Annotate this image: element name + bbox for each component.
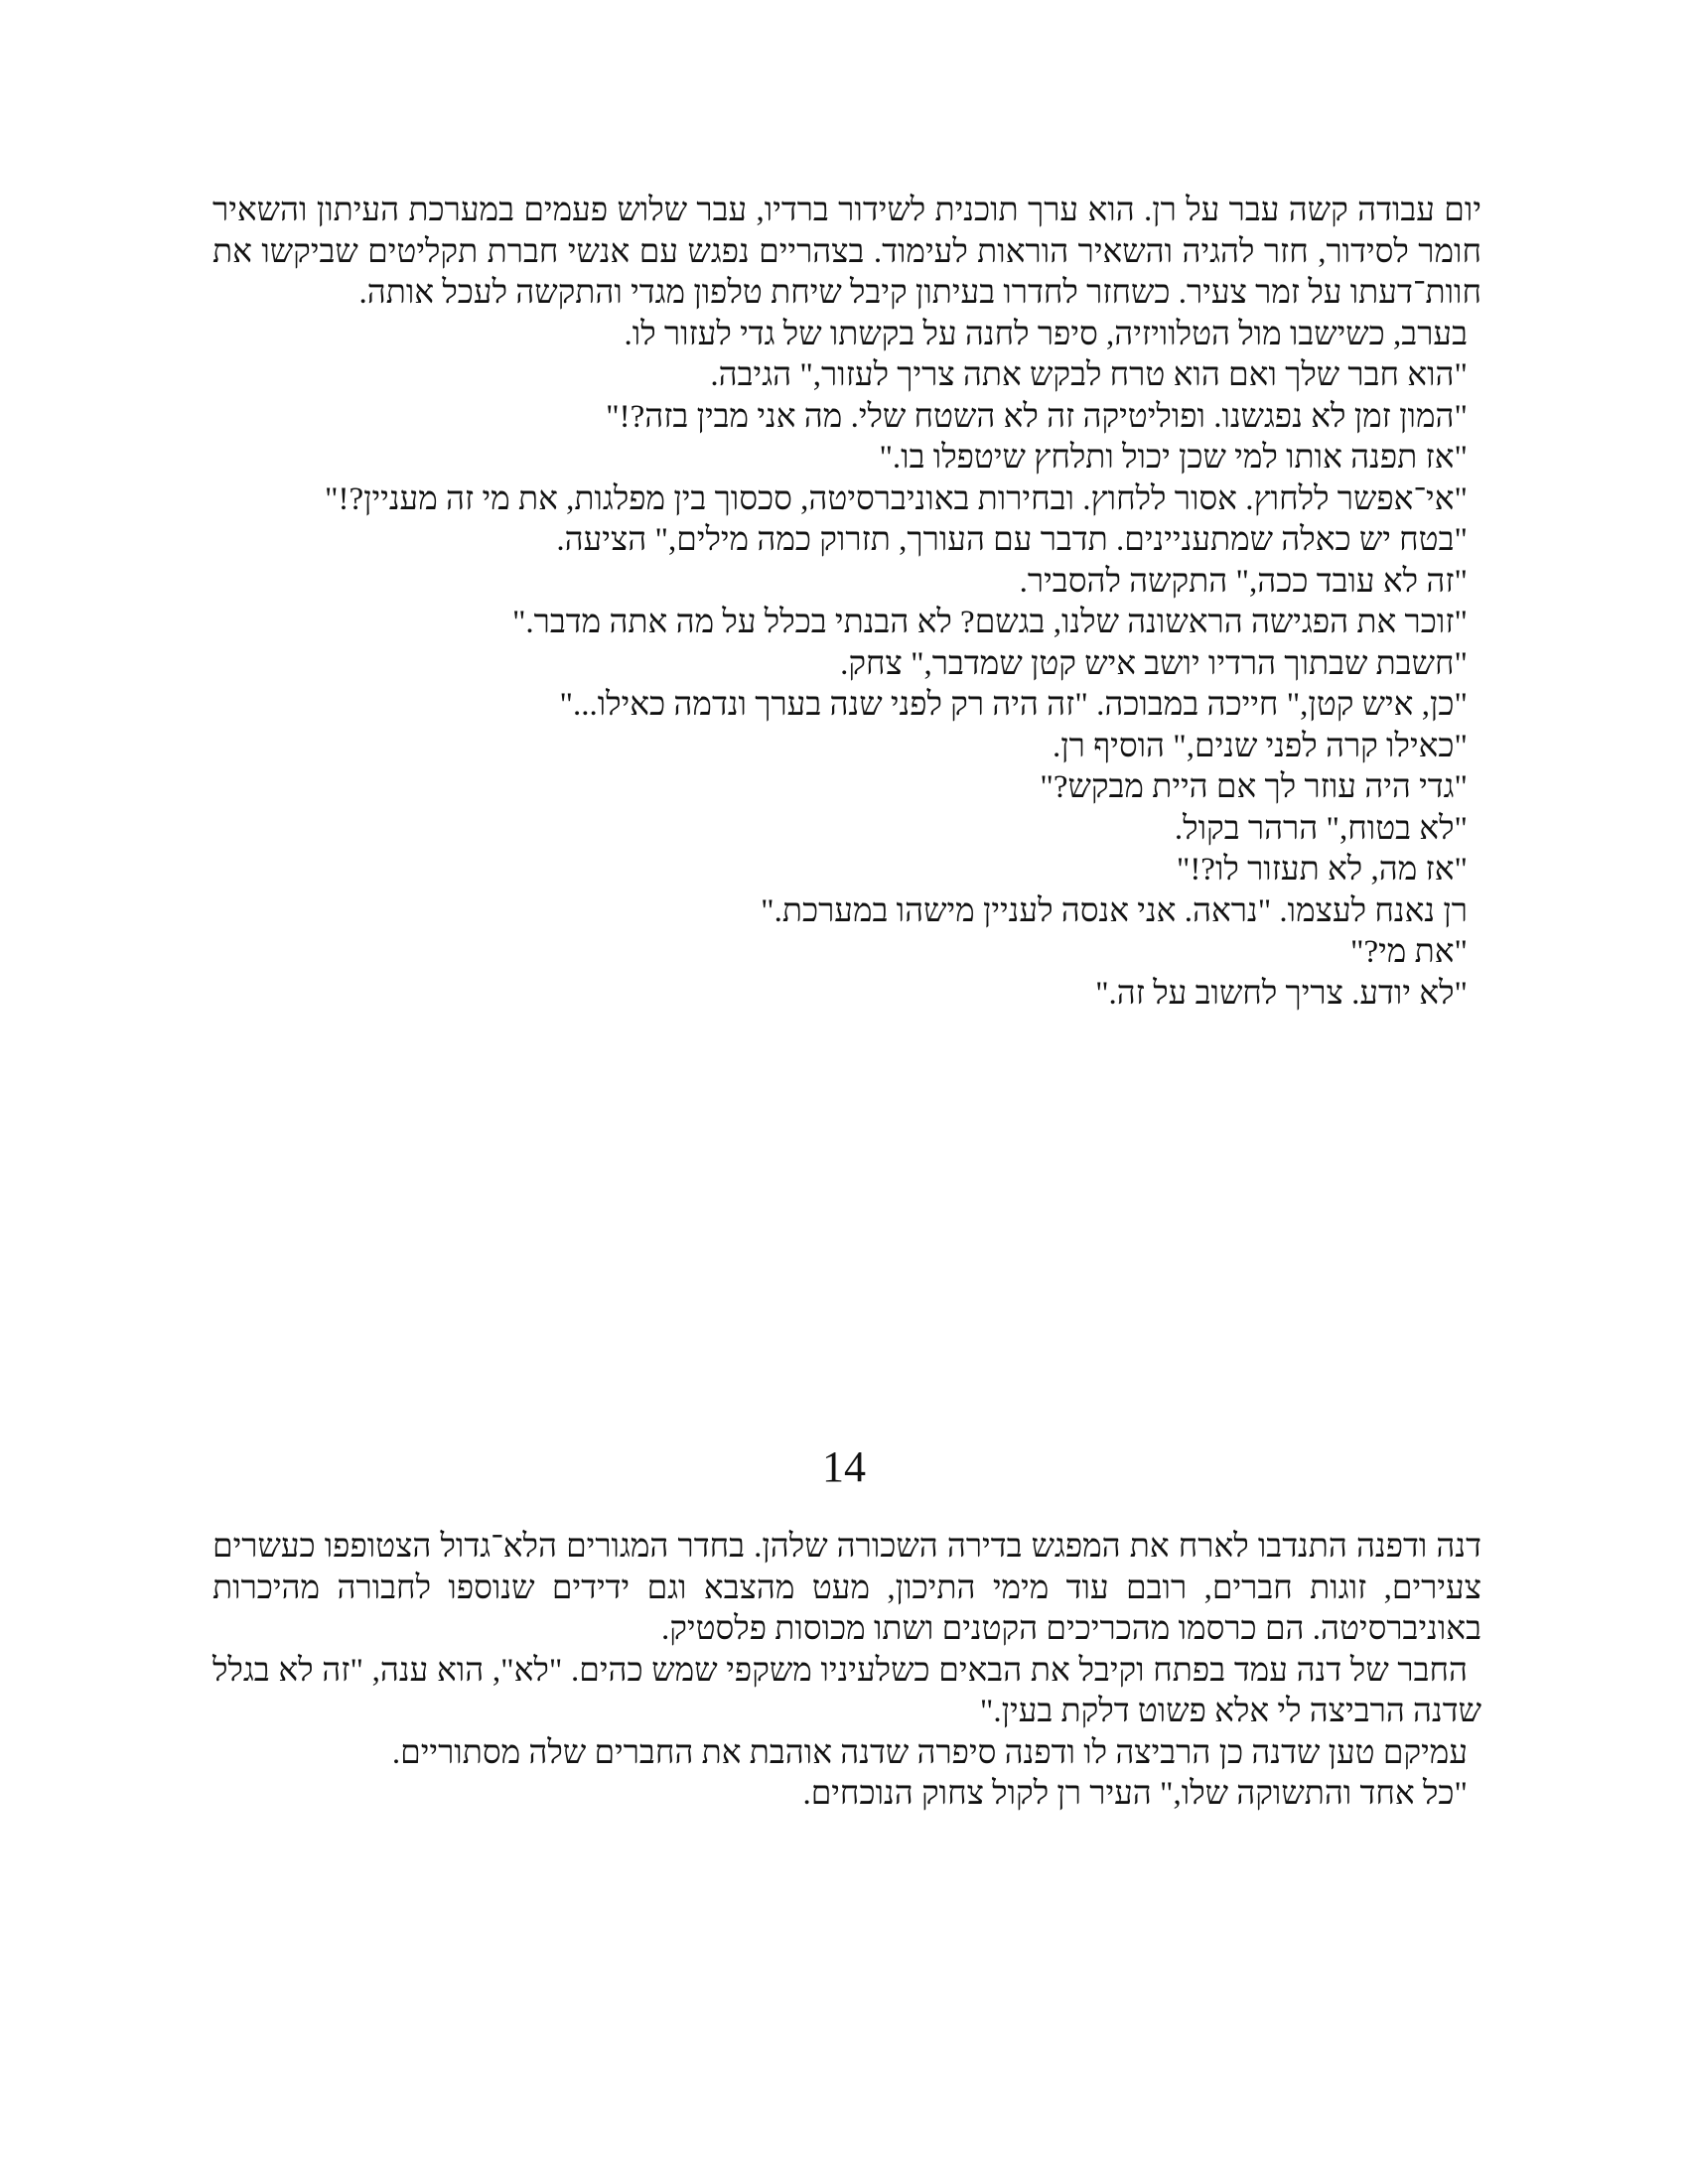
paragraph: החבר של דנה עמד בפתח וקיבל את הבאים כשלעיניו משקפי שמש כהים. "לא", הוא ענה, "זה לא בגלל שדנה הרביצה לי אלא פשוט דלקת בעין." [212,1652,1481,1729]
paragraph: "אי־אפשר ללחוץ. אסור ללחוץ. ובחירות באוניברסיטה, סכסוך בין מפלגות, את מי זה מעניין?!" [325,480,1468,517]
paragraph: "אז מה, לא תעזור לו?!" [1176,852,1468,887]
paragraph: יום עבודה קשה עבר על רן. הוא ערך תוכנית לשידור ברדיו, עבר שלוש פעמים במערכת העיתון והשאיר חומר לסידור, חזר להגיה והשאיר הוראות לעימוד. בצהריים נפגש עם אנשי חברת תקליטים שביקשו את חוות־דעתו על זמר צעיר. כשחזר לחדרו בעיתון קיבל שיחת טלפון מגדי והתקשה לעכל אותה. [212,193,1481,311]
chapter-number: 14 [822,1442,866,1491]
paragraph: "כל אחד והתשוקה שלו," העיר רן לקול צחוק הנוכחים. [802,1776,1468,1812]
text-section-after-chapter [212,1527,1481,1816]
paragraph: "לא יודע. צריך לחשוב על זה." [1095,975,1468,1012]
paragraph: עמיקם טען שדנה כן הרביצה לו ודפנה סיפרה שדנה אוהבת את החברים שלה מסתוריים. [391,1734,1468,1771]
paragraph: "אז תפנה אותו למי שכן יכול ותלחץ שיטפלו בו." [879,440,1468,476]
paragraph: "בטח יש כאלה שמתעניינים. תדבר עם העורך, תזרוק כמה מילים," הציעה. [556,522,1468,558]
paragraph: "כן, איש קטן," חייכה במבוכה. "זה היה רק לפני שנה בערך ונדמה כאילו..." [559,687,1468,723]
paragraph: "זה לא עובד ככה," התקשה להסביר. [1019,563,1468,600]
paragraph: דנה ודפנה התנדבו לארח את המפגש בדירה השכורה שלהן. בחדר המגורים הלא־גדול הצטופפו כעשרים צעירים, זוגות חברים, רובם עוד מימי התיכון, מעט מהצבא וגם ידידים שנוספו לחבורה מהיכרות באוניברסיטה. הם כרסמו מהכריכים הקטנים ושתו מכוסות פלסטיק. [212,1529,1481,1647]
paragraph: בערב, כשישבו מול הטלוויזיה, סיפר לחנה על בקשתו של גדי לעזור לו. [624,316,1468,352]
paragraph: "כאילו קרה לפני שנים," הוסיף רן. [1052,728,1468,764]
text-section-before-chapter [212,191,1481,1015]
paragraph: "הוא חבר שלך ואם הוא טרח לבקש אתה צריך לעזור," הגיבה. [710,357,1468,393]
paragraph: "גדי היה עוזר לך אם היית מבקש?" [1040,769,1468,805]
paragraph: "חשבת שבתוך הרדיו יושב איש קטן שמדבר," צחק. [840,645,1468,682]
paragraph: "לא בטוח," הרהר בקול. [1174,810,1468,847]
paragraph: "המון זמן לא נפגשנו. ופוליטיקה זה לא השטח שלי. מה אני מבין בזה?!" [606,398,1468,435]
paragraph: רן נאנח לעצמו. "נראה. אני אנסה לעניין מישהו במערכת." [761,892,1468,929]
paragraph: "זוכר את הפגישה הראשונה שלנו, בגשם? לא הבנתי בכלל על מה אתה מדבר." [511,605,1468,640]
paragraph: "את מי?" [1350,934,1468,970]
